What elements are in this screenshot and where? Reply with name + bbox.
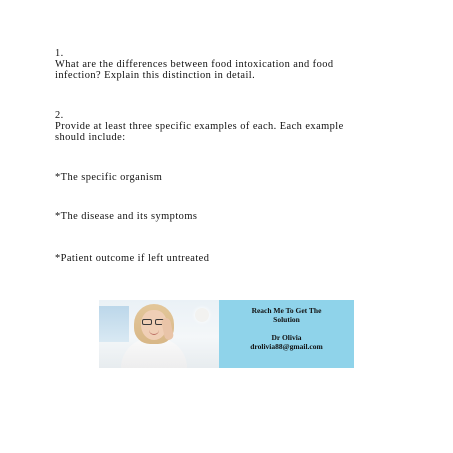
question-1-line-1: What are the differences between food intoxication and food xyxy=(55,59,334,70)
ad-headline-line-1: Reach Me To Get The xyxy=(251,306,322,315)
advertiser-email[interactable]: drolivia88@gmail.com xyxy=(250,342,323,351)
contact-info-panel xyxy=(219,300,354,368)
bullet-disease-symptoms: *The disease and its symptoms xyxy=(55,211,198,222)
ad-headline-line-2: Solution xyxy=(273,315,300,324)
bullet-patient-outcome: *Patient outcome if left untreated xyxy=(55,253,210,264)
question-2-line-1: Provide at least three specific examples of each. Each example xyxy=(55,121,344,132)
question-1-number: 1. xyxy=(55,48,64,59)
question-1-line-2: infection? Explain this distinction in detail. xyxy=(55,70,256,81)
advertiser-photo xyxy=(99,300,219,368)
contact-ad-banner[interactable] xyxy=(99,300,354,368)
advertiser-name: Dr Olivia xyxy=(271,333,302,342)
question-2-number: 2. xyxy=(55,110,64,121)
bullet-organism: *The specific organism xyxy=(55,172,163,183)
question-2-line-2: should include: xyxy=(55,132,126,143)
